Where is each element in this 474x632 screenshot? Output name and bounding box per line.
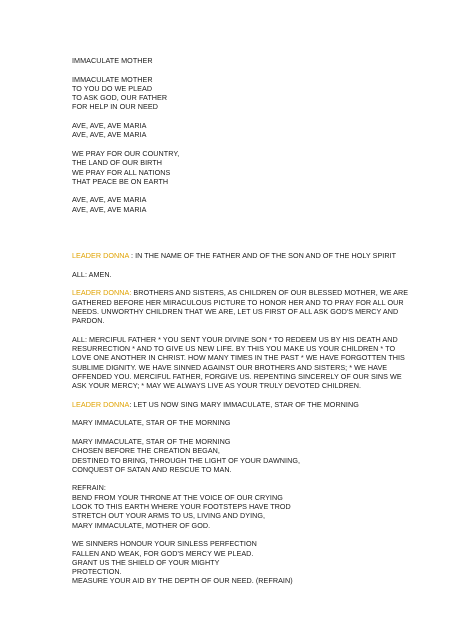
verse-line: MARY IMMACULATE, MOTHER OF GOD. xyxy=(72,520,211,530)
hymn-intro-text: : LET US NOW SING MARY IMMACULATE, STAR OF THE MORNING xyxy=(129,399,359,409)
hymn2-verse1 xyxy=(72,437,410,474)
leader-label: LEADER DONNA xyxy=(72,251,129,261)
verse-line: IMMACULATE MOTHER xyxy=(72,74,153,84)
verse-line: FOR HELP IN OUR NEED xyxy=(72,102,158,112)
verse-line: THAT PEACE BE ON EARTH xyxy=(72,176,169,186)
verse-line: AVE, AVE, AVE MARIA xyxy=(72,121,147,131)
leader-label: LEADER DONNA: xyxy=(72,288,132,298)
hymn1-stanza2 xyxy=(72,149,410,186)
refrain-heading: REFRAIN: xyxy=(72,483,106,493)
verse-line: WE SINNERS HONOUR YOUR SINLESS PERFECTION xyxy=(72,539,257,549)
verse-line: FALLEN AND WEAK, FOR GOD'S MERCY WE PLEAD. xyxy=(72,548,254,558)
hymn2-verse2 xyxy=(72,539,410,585)
all-amen: ALL: AMEN. xyxy=(72,269,112,279)
hymn1-title: IMMACULATE MOTHER xyxy=(72,56,153,65)
hymn1-chorus1 xyxy=(72,121,410,140)
leader-greeting xyxy=(72,288,410,325)
verse-line: CONQUEST OF SATAN AND RESCUE TO MAN. xyxy=(72,464,232,474)
leader-label: LEADER DONNA xyxy=(72,399,130,409)
verse-line: PROTECTION. xyxy=(72,567,122,577)
verse-line: AVE, AVE, AVE MARIA xyxy=(72,130,147,140)
verse-line: THE LAND OF OUR BIRTH xyxy=(72,158,162,168)
verse-line: WE PRAY FOR ALL NATIONS xyxy=(72,167,171,177)
invocation-text: : IN THE NAME OF THE FATHER AND OF THE SON AND OF THE HOLY SPIRIT xyxy=(128,251,397,261)
verse-line: LOOK TO THIS EARTH WHERE YOUR FOOTSTEPS HAVE TROD xyxy=(72,502,291,512)
verse-line: GRANT US THE SHIELD OF YOUR MIGHTY xyxy=(72,557,220,567)
all-prayer: ALL: MERCIFUL FATHER * YOU SENT YOUR DIVINE SON * TO REDEEM US BY HIS DEATH AND RESURRECTION * AND TO GIVE US NEW LIFE. BY THIS YOU MAKE US YOUR CHILDREN * TO LOVE ONE ANOTHER IN CHRIST. HOW MANY TIMES IN THE PAST * WE HAVE FORGOTTEN THIS SUBLIME DIGNITY. WE HAVE SINNED AGAINST OUR BROTHERS AND SISTERS; * WE HAVE OFFENDED YOU. MERCIFUL FATHER, FORGIVE US. REPENTING SINCERELY OF OUR SINS WE ASK YOUR MERCY; * MAY WE ALWAYS LIVE AS YOUR TRULY DEVOTED CHILDREN. xyxy=(72,334,405,391)
verse-line: STRETCH OUT YOUR ARMS TO US, LIVING AND DYING, xyxy=(72,511,266,521)
verse-line: TO YOU DO WE PLEAD xyxy=(72,83,153,93)
verse-line: WE PRAY FOR OUR COUNTRY, xyxy=(72,148,180,158)
hymn2-title: MARY IMMACULATE, STAR OF THE MORNING xyxy=(72,418,231,428)
verse-line: TO ASK GOD, OUR FATHER xyxy=(72,93,168,103)
leader-hymn-intro xyxy=(72,400,410,409)
hymn1-stanza1 xyxy=(72,75,410,112)
verse-line: MARY IMMACULATE, STAR OF THE MORNING xyxy=(72,436,231,446)
verse-line: AVE, AVE, AVE MARIA xyxy=(72,204,147,214)
hymn2-refrain xyxy=(72,483,410,529)
verse-line: MEASURE YOUR AID BY THE DEPTH OF OUR NEED. (REFRAIN) xyxy=(72,576,293,586)
verse-line: CHOSEN BEFORE THE CREATION BEGAN, xyxy=(72,446,220,456)
verse-line: AVE, AVE, AVE MARIA xyxy=(72,195,147,205)
leader-invocation xyxy=(72,251,410,260)
verse-line: BEND FROM YOUR THRONE AT THE VOICE OF OUR CRYING xyxy=(72,492,283,502)
greeting-text: BROTHERS AND SISTERS, AS CHILDREN OF OUR BLESSED MOTHER, WE ARE GATHERED BEFORE HER MIRACULOUS PICTURE TO HONOR HER AND TO PRAY FOR ALL OUR NEEDS. UNWORTHY CHILDREN THAT WE ARE, LET US FIRST OF ALL ASK GOD'S MERCY AND PARDON. xyxy=(72,288,409,326)
hymn1-chorus2 xyxy=(72,195,410,214)
verse-line: DESTINED TO BRING, THROUGH THE LIGHT OF YOUR DAWNING, xyxy=(72,455,301,465)
